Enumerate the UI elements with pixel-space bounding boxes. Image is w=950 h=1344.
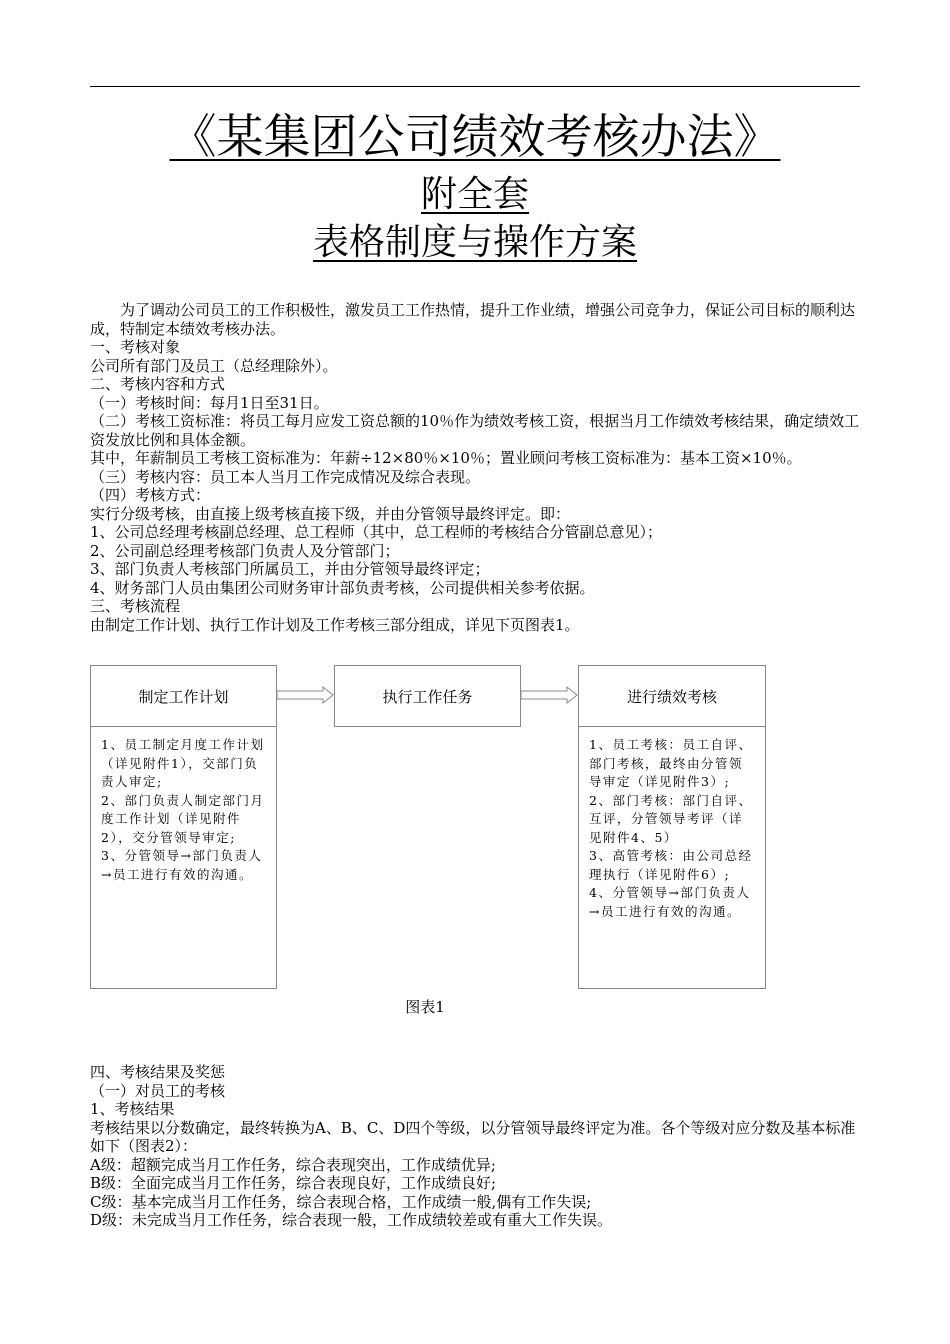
- flow-step: 3、分管领导→部门负责人→员工进行有效的沟通。: [101, 848, 263, 882]
- section4-text: 考核结果以分数确定，最终转换为A、B、C、D四个等级，以分管领导最终评定为准。各个等级对应分数及基本标准如下（图表2）：: [90, 1118, 856, 1155]
- flow-box-execute-title: 执行工作任务: [382, 687, 473, 706]
- divider: [579, 726, 765, 727]
- flow-box-plan-body: [101, 736, 266, 884]
- section4-subheading: （一）对员工的考核: [90, 1081, 226, 1100]
- section2-item: 实行分级考核，由直接上级考核直接下级，并由分管领导最终评定。即：: [90, 504, 571, 523]
- section2-item: 其中，年薪制员工考核工资标准为：年薪÷12×80％×10％；置业顾问考核工资标准为：基本工资×10％。: [90, 449, 802, 467]
- arrow-right-icon: [277, 685, 335, 705]
- document-subtitle-2: 表格制度与操作方案: [312, 222, 637, 263]
- flow-box-plan: [90, 665, 277, 989]
- intro-paragraph: 为了调动公司员工的工作积极性，激发员工工作热情，提升工作业绩，增强公司竞争力，保证公司目标的顺利达成，特制定本绩效考核办法。: [90, 301, 856, 338]
- section4-heading: 四、考核结果及奖惩: [90, 1063, 226, 1081]
- flow-step: 2、部门考核：部门自评、互评，分管领导考评（详见附件4、5）: [589, 792, 753, 845]
- flow-box-evaluate-title: 进行绩效考核: [626, 687, 717, 706]
- section2-item: （四）考核方式：: [90, 486, 211, 504]
- section4-item: 1、考核结果: [90, 1100, 175, 1118]
- body-upper: [90, 301, 865, 634]
- flow-box-plan-title: 制定工作计划: [138, 687, 229, 706]
- section3-heading: 三、考核流程: [90, 597, 181, 615]
- flow-step: 4、分管领导→部门负责人→员工进行有效的沟通。: [589, 885, 751, 919]
- flow-step: 2、部门负责人制定部门月度工作计划（详见附件2），交分管领导审定;: [101, 792, 265, 845]
- document-subtitle-1: 附全套: [420, 174, 529, 215]
- section2-item: （一）考核时间：每月1日至31日。: [90, 393, 329, 412]
- grade-line: C级：基本完成当月工作任务，综合表现合格，工作成绩一般,偶有工作失误;: [90, 1192, 592, 1211]
- section1-text: 公司所有部门及员工（总经理除外）。: [90, 356, 338, 375]
- section2-item: 1、公司总经理考核副总经理、总工程师（其中，总工程师的考核结合分管副总意见）；: [90, 523, 663, 541]
- section2-item: （三）考核内容：员工本人当月工作完成情况及综合表现。: [90, 467, 481, 486]
- section3-text: 由制定工作计划、执行工作计划及工作考核三部分组成，详见下页图表1。: [90, 615, 580, 634]
- arrow-right-icon: [521, 685, 579, 705]
- section2-item: 3、部门负责人考核部门所属员工，并由分管领导最终评定；: [90, 560, 490, 578]
- body-lower: [90, 1063, 865, 1230]
- divider: [91, 726, 276, 727]
- section2-item: （二）考核工资标准：将员工每月应发工资总额的10％作为绩效考核工资，根据当月工作绩效考核结果，确定绩效工资发放比例和具体金额。: [90, 412, 860, 449]
- grade-line: A级：超额完成当月工作任务，综合表现突出，工作成绩优异;: [90, 1155, 496, 1174]
- figure-caption: 图表1: [405, 998, 445, 1016]
- section2-item: 2、公司副总经理考核部门负责人及分管部门；: [90, 541, 400, 560]
- grade-line: D级：未完成当月工作任务，综合表现一般，工作成绩较差或有重大工作失误。: [90, 1211, 613, 1229]
- flow-step: 3、高管考核：由公司总经理执行（详见附件6）;: [589, 848, 753, 882]
- section2-item: 4、财务部门人员由集团公司财务审计部负责考核，公司提供相关参考依据。: [90, 578, 595, 597]
- document-title: 《某集团公司绩效考核办法》: [169, 110, 781, 165]
- flow-step: 1、员工制定月度工作计划（详见附件1），交部门负责人审定;: [101, 737, 265, 789]
- top-rule: [90, 86, 860, 87]
- grade-line: B级：全面完成当月工作任务，综合表现良好，工作成绩良好;: [90, 1174, 497, 1192]
- section2-heading: 二、考核内容和方式: [90, 375, 226, 393]
- flow-box-evaluate: [578, 665, 766, 989]
- flow-box-evaluate-body: [589, 736, 755, 921]
- flow-step: 1、员工考核：员工自评、部门考核，最终由分管领导审定（详见附件3）;: [589, 737, 753, 789]
- section1-heading: 一、考核对象: [90, 338, 181, 356]
- flow-box-execute: [334, 665, 521, 727]
